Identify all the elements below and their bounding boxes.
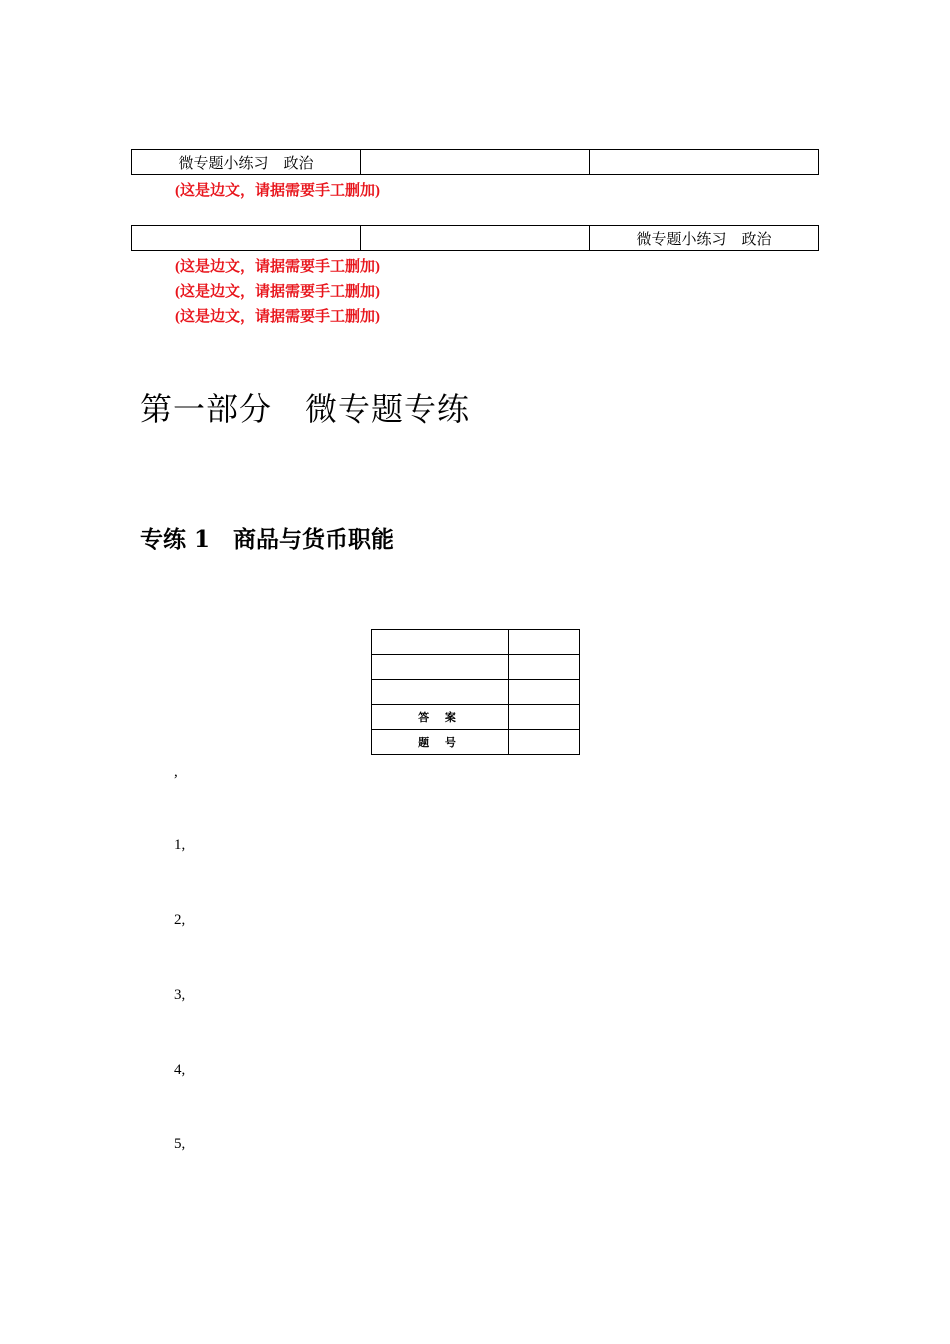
answer-table-cell: [372, 680, 509, 705]
footer-strip-cell-1: [132, 226, 361, 251]
answer-table: [371, 629, 580, 755]
margin-note-1: (这是边文，请据需要手工删加): [175, 183, 380, 199]
answer-table-row: [372, 630, 580, 655]
answer-table-cell: [509, 705, 580, 730]
header-strip-cell-1: 微专题小练习 政治: [132, 150, 361, 175]
answer-table-cell: [509, 630, 580, 655]
header-strip-table: [131, 149, 819, 175]
question-number-2: 2,: [174, 912, 186, 928]
question-number-label-cell: 题 号: [372, 730, 509, 755]
question-number-1: 1,: [174, 837, 186, 853]
answer-table-row: [372, 705, 580, 730]
header-strip-cell-2: [361, 150, 590, 175]
answer-table-cell: [509, 730, 580, 755]
question-number-0: ,: [174, 764, 178, 780]
margin-note-2: (这是边文，请据需要手工删加): [175, 259, 380, 275]
footer-strip-cell-2: [361, 226, 590, 251]
answer-table-row: [372, 680, 580, 705]
section-title: 专练 1 商品与货币职能: [140, 526, 395, 553]
answer-table-row: [372, 655, 580, 680]
part-title: 第一部分 微专题专练: [140, 390, 471, 428]
answer-table-cell: [509, 680, 580, 705]
answer-label-cell: 答 案: [372, 705, 509, 730]
answer-table-cell: [509, 655, 580, 680]
question-number-5: 5,: [174, 1136, 186, 1152]
margin-note-4: (这是边文，请据需要手工删加): [175, 309, 380, 325]
footer-strip-cell-3: 微专题小练习 政治: [590, 226, 819, 251]
footer-strip-table: [131, 225, 819, 251]
header-strip-cell-3: [590, 150, 819, 175]
question-number-3: 3,: [174, 987, 186, 1003]
answer-table-cell: [372, 655, 509, 680]
question-number-4: 4,: [174, 1062, 186, 1078]
answer-table-row: [372, 730, 580, 755]
margin-note-3: (这是边文，请据需要手工删加): [175, 284, 380, 300]
answer-table-cell: [372, 630, 509, 655]
